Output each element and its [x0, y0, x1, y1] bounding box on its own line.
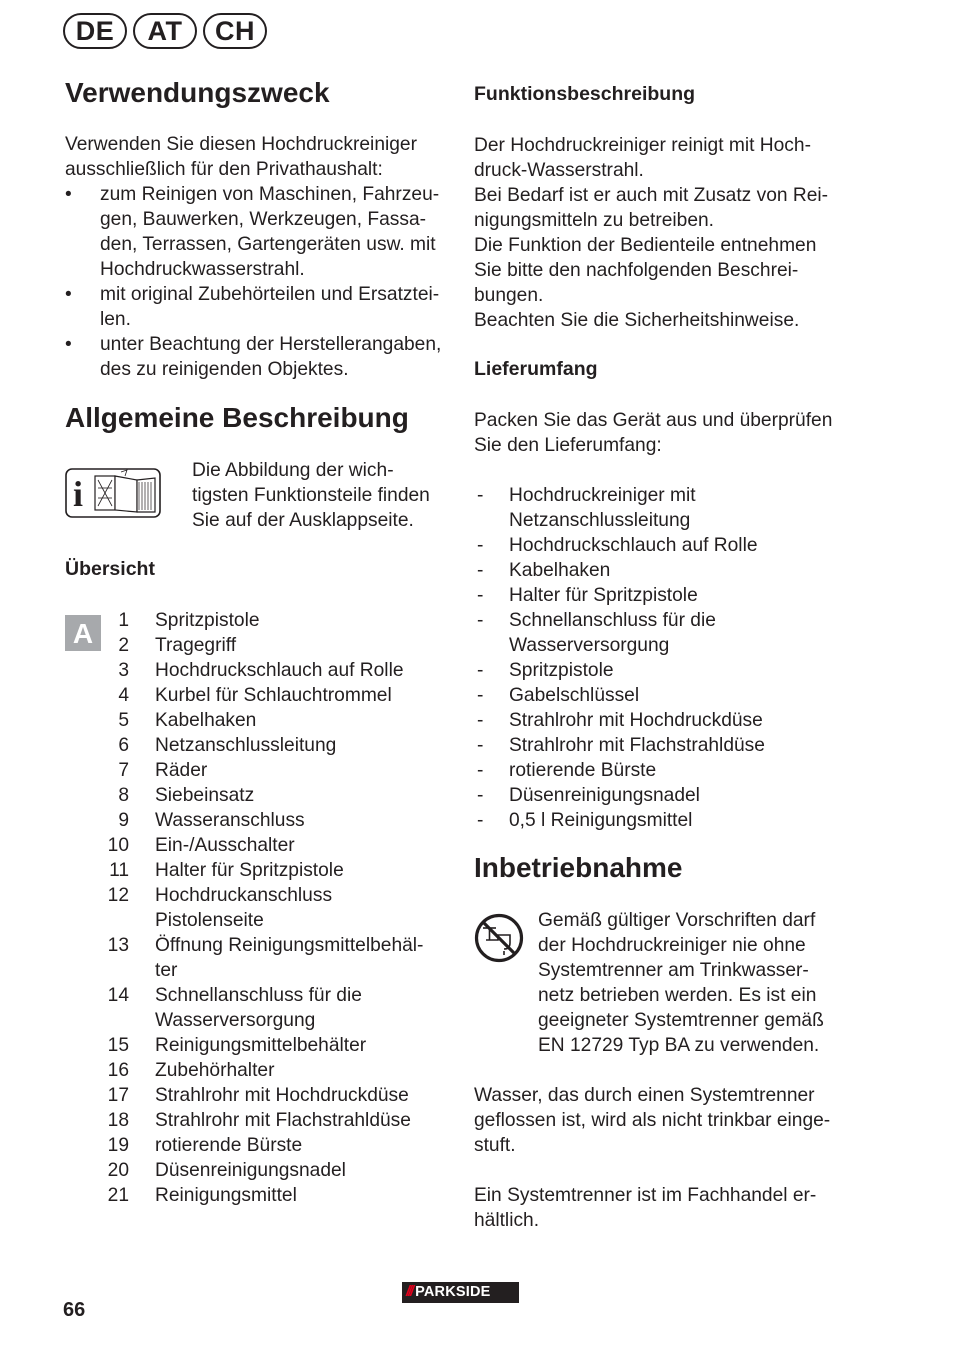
overview-item	[65, 1058, 455, 1083]
funktion-body	[474, 133, 874, 333]
overview-item	[65, 933, 455, 958]
overview-item	[65, 733, 455, 758]
text-line: hältlich.	[474, 1210, 540, 1231]
text-line: mit original Zubehörteilen und Ersatztei-	[100, 284, 440, 305]
delivery-item	[474, 558, 874, 583]
section-heading-verwendungszweck: Verwendungszweck	[65, 77, 330, 108]
bullet-item	[65, 282, 450, 332]
overview-item-number: 19	[107, 1135, 129, 1156]
text-line: Schnellanschluss für die	[509, 610, 716, 631]
overview-item-number: 9	[118, 810, 129, 831]
subheading-lieferumfang: Lieferumfang	[474, 358, 598, 380]
info-text	[192, 458, 452, 533]
overview-item-number: 7	[118, 760, 129, 781]
overview-item	[65, 1183, 455, 1208]
text-line: geflossen ist, wird als nicht trinkbar einge-	[474, 1110, 831, 1131]
dash-marker: -	[477, 785, 484, 806]
overview-item	[65, 1133, 455, 1158]
text-line: Wasserversorgung	[509, 635, 670, 656]
overview-item-label: Tragegriff	[155, 635, 237, 656]
bullet-marker: •	[65, 184, 72, 205]
overview-item	[65, 1108, 455, 1133]
overview-item-number: 17	[107, 1085, 129, 1106]
parkside-logo	[402, 1282, 519, 1303]
text-line: Hochdruckschlauch auf Rolle	[509, 535, 758, 556]
text-line: Sie den Lieferumfang:	[474, 435, 662, 456]
delivery-item	[474, 808, 874, 833]
overview-item-number	[65, 958, 129, 983]
overview-item-number	[65, 1008, 129, 1033]
text-line: Düsenreinigungsnadel	[509, 785, 700, 806]
overview-item-label: Halter für Spritzpistole	[155, 860, 344, 881]
delivery-item	[474, 583, 874, 608]
overview-item	[65, 808, 455, 833]
text-line: Gabelschlüssel	[509, 685, 640, 706]
no-drinking-water-connection-icon	[474, 913, 524, 970]
overview-item-label: Pistolenseite	[155, 910, 264, 931]
overview-item-label: Strahlrohr mit Flachstrahldüse	[155, 1110, 411, 1131]
dash-marker: -	[477, 735, 484, 756]
overview-item-label: Schnellanschluss für die	[155, 985, 362, 1006]
overview-item	[65, 1033, 455, 1058]
overview-item	[65, 883, 455, 908]
text-line: unter Beachtung der Herstellerangaben,	[100, 334, 442, 355]
logo-stripes: ///	[406, 1284, 413, 1300]
overview-item	[65, 1008, 455, 1033]
overview-item-number: 10	[107, 835, 129, 856]
lieferumfang-intro	[474, 408, 874, 458]
dash-marker: -	[477, 560, 484, 581]
dash-marker: -	[477, 710, 484, 731]
text-line: Strahlrohr mit Flachstrahldüse	[509, 735, 765, 756]
overview-item-label: Kurbel für Schlauchtrommel	[155, 685, 392, 706]
delivery-item	[474, 483, 874, 533]
text-line: Systemtrenner am Trinkwasser-	[538, 960, 809, 981]
overview-item-number: 21	[107, 1185, 129, 1206]
bullet-item	[65, 182, 450, 282]
overview-item-number: 4	[118, 685, 129, 706]
overview-item-label: Zubehörhalter	[155, 1060, 275, 1081]
overview-item	[65, 783, 455, 808]
text-line: Die Abbildung der wich-	[192, 460, 394, 481]
text-line: Strahlrohr mit Hochdruckdüse	[509, 710, 763, 731]
warning-text	[538, 908, 858, 1058]
bullet-marker: •	[65, 284, 72, 305]
overview-item-label: Räder	[155, 760, 208, 781]
text-line: der Hochdruckreiniger nie ohne	[538, 935, 806, 956]
overview-item-label: rotierende Bürste	[155, 1135, 303, 1156]
section-heading-inbetriebnahme: Inbetriebnahme	[474, 852, 683, 883]
bullet-item	[65, 332, 450, 382]
text-line: netz betrieben werden. Es ist ein	[538, 985, 817, 1006]
overview-item-number: 2	[118, 635, 129, 656]
overview-item-label: ter	[155, 960, 178, 981]
text-line: Verwenden Sie diesen Hochdruckreiniger	[65, 134, 417, 155]
verwendung-body	[65, 132, 450, 382]
overview-item-number: 1	[118, 610, 129, 631]
delivery-item	[474, 683, 874, 708]
text-line: Kabelhaken	[509, 560, 611, 581]
text-line: Beachten Sie die Sicherheitshinweise.	[474, 310, 800, 331]
delivery-item	[474, 658, 874, 683]
country-badge: DE	[63, 13, 127, 49]
overview-item-label: Wasseranschluss	[155, 810, 305, 831]
dash-marker: -	[477, 535, 484, 556]
lieferumfang-list	[474, 483, 874, 833]
text-line: Halter für Spritzpistole	[509, 585, 698, 606]
overview-item	[65, 908, 455, 933]
text-line: des zu reinigenden Objektes.	[100, 359, 349, 380]
dash-marker: -	[477, 810, 484, 831]
text-line: stuft.	[474, 1135, 516, 1156]
text-line: Bei Bedarf ist er auch mit Zusatz von Rei-	[474, 185, 829, 206]
text-line: len.	[100, 309, 131, 330]
text-line: Wasser, das durch einen Systemtrenner	[474, 1085, 815, 1106]
overview-item	[65, 758, 455, 783]
text-line: Der Hochdruckreiniger reinigt mit Hoch-	[474, 135, 811, 156]
svg-text:i: i	[73, 474, 84, 514]
overview-item-label: Ein-/Ausschalter	[155, 835, 295, 856]
text-line: Hochdruckreiniger mit	[509, 485, 696, 506]
text-line: Packen Sie das Gerät aus und überprüfen	[474, 410, 833, 431]
text-line: Ein Systemtrenner ist im Fachhandel er-	[474, 1185, 817, 1206]
overview-item	[65, 633, 455, 658]
overview-item-number: 15	[107, 1035, 129, 1056]
delivery-item	[474, 783, 874, 808]
overview-item-label: Reinigungsmittelbehälter	[155, 1035, 367, 1056]
overview-item-number: 11	[109, 860, 129, 881]
overview-item-label: Kabelhaken	[155, 710, 257, 731]
text-line: gen, Bauwerken, Werkzeugen, Fassa-	[100, 209, 426, 230]
delivery-item	[474, 733, 874, 758]
delivery-item	[474, 758, 874, 783]
overview-item-label: Hochdruckschlauch auf Rolle	[155, 660, 404, 681]
dash-marker: -	[477, 685, 484, 706]
inbetrieb-paragraph	[474, 1183, 874, 1233]
text-line: geeigneter Systemtrenner gemäß	[538, 1010, 824, 1031]
overview-item	[65, 683, 455, 708]
text-line: Sie auf der Ausklappseite.	[192, 510, 414, 531]
country-badge: CH	[203, 13, 267, 49]
text-line: Hochdruckwasserstrahl.	[100, 259, 305, 280]
country-badges	[63, 13, 267, 49]
overview-item-label: Netzanschlussleitung	[155, 735, 337, 756]
section-heading-allgemeine-beschreibung: Allgemeine Beschreibung	[65, 402, 409, 433]
overview-item-number: 18	[107, 1110, 129, 1131]
overview-item-number: 13	[107, 935, 129, 956]
overview-item	[65, 983, 455, 1008]
overview-item-number: 3	[118, 660, 129, 681]
text-line: zum Reinigen von Maschinen, Fahrzeu-	[100, 184, 440, 205]
overview-item-label: Reinigungsmittel	[155, 1185, 297, 1206]
text-line: nigungsmitteln zu betreiben.	[474, 210, 714, 231]
subheading-funktionsbeschreibung: Funktionsbeschreibung	[474, 83, 696, 105]
text-line: Gemäß gültiger Vorschriften darf	[538, 910, 816, 931]
page-number: 66	[63, 1299, 86, 1321]
bullet-marker: •	[65, 334, 72, 355]
overview-item	[65, 958, 455, 983]
overview-item	[65, 1158, 455, 1183]
text-line: rotierende Bürste	[509, 760, 657, 781]
overview-item-number: 8	[118, 785, 129, 806]
overview-item	[65, 833, 455, 858]
text-line: Sie bitte den nachfolgenden Beschrei-	[474, 260, 799, 281]
overview-item-number: 6	[118, 735, 129, 756]
dash-marker: -	[477, 760, 484, 781]
country-badge: AT	[133, 13, 197, 49]
text-line: bungen.	[474, 285, 544, 306]
logo-text: PARKSIDE	[415, 1284, 491, 1300]
overview-item-label: Spritzpistole	[155, 610, 260, 631]
info-book-icon	[65, 468, 161, 525]
figure-label-box: A	[65, 615, 101, 651]
overview-item	[65, 658, 455, 683]
subheading-uebersicht: Übersicht	[65, 558, 155, 580]
overview-item	[65, 1083, 455, 1108]
text-line: Netzanschlussleitung	[509, 510, 691, 531]
text-line: ausschließlich für den Privathaushalt:	[65, 159, 383, 180]
delivery-item	[474, 708, 874, 733]
overview-item-label: Wasserversorgung	[155, 1010, 316, 1031]
dash-marker: -	[477, 585, 484, 606]
overview-item-number: 20	[107, 1160, 129, 1181]
overview-item-label: Hochdruckanschluss	[155, 885, 333, 906]
text-line: Spritzpistole	[509, 660, 614, 681]
dash-marker: -	[477, 660, 484, 681]
overview-item-number: 12	[107, 885, 129, 906]
overview-item-number: 16	[107, 1060, 129, 1081]
overview-list	[65, 608, 455, 1208]
overview-item	[65, 608, 455, 633]
overview-item-number	[65, 908, 129, 933]
overview-item	[65, 708, 455, 733]
overview-item-number: 5	[118, 710, 129, 731]
overview-item-label: Siebeinsatz	[155, 785, 255, 806]
dash-marker: -	[477, 610, 484, 631]
text-line: tigsten Funktionsteile finden	[192, 485, 430, 506]
overview-item	[65, 858, 455, 883]
text-line: 0,5 l Reinigungsmittel	[509, 810, 693, 831]
overview-item-label: Öffnung Reinigungsmittelbehäl-	[155, 935, 424, 956]
delivery-item	[474, 533, 874, 558]
dash-marker: -	[477, 485, 484, 506]
overview-item-label: Düsenreinigungsnadel	[155, 1160, 346, 1181]
text-line: EN 12729 Typ BA zu verwenden.	[538, 1035, 820, 1056]
delivery-item	[474, 608, 874, 658]
overview-item-label: Strahlrohr mit Hochdruckdüse	[155, 1085, 409, 1106]
overview-item-number: 14	[107, 985, 129, 1006]
text-line: druck-Wasserstrahl.	[474, 160, 644, 181]
text-line: Die Funktion der Bedienteile entnehmen	[474, 235, 817, 256]
text-line: den, Terrassen, Gartengeräten usw. mit	[100, 234, 436, 255]
inbetrieb-paragraph	[474, 1083, 874, 1158]
